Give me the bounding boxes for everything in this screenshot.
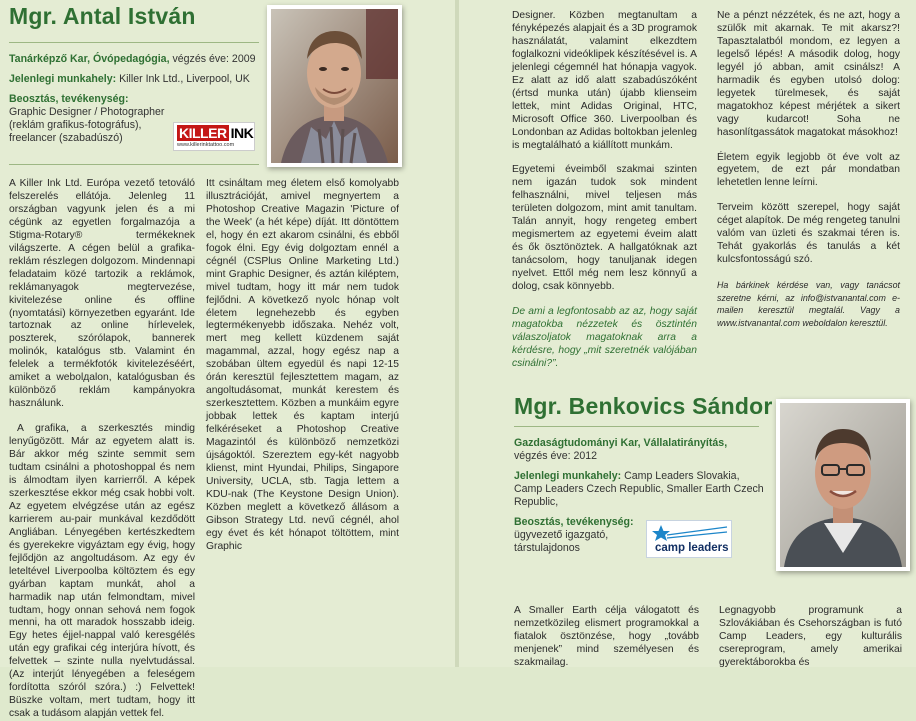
profile2-position-line-2: társtulajdonos [514,542,580,554]
profile1-col4-para-2: Életem egyik legjobb öt éve volt az egyetem, de ezt pár mondatban lehetetlen lenne leírni. [717,151,900,189]
profile1-graduation: végzés éve: 2009 [169,53,256,65]
profile1-faculty: Tanárképző Kar, Óvópedagógia, [9,53,170,65]
profile1-position-label: Beosztás, tevékenység: [9,93,129,105]
profile1-column-4 [717,10,900,329]
right-page [459,0,916,667]
profile1-workplace-line [9,73,274,86]
profile1-col3-para-2: Egyetemi éveimből szakmai szinten nem igazán tudok sok mindent felhasználni, mivel teljesen más területen dolgozom, mint amit tanultam. Talán annyit, hogy rengeteg embert megismertem az egyetemi éveim alatt és ők ösztönöztek. A hallgatóknak azt tanácsolom, hogy tanuljanak idegen nyelvet. Ettől még nem lesz könnyű a dolog, csak könnyebb. [512,164,697,293]
profile2-portrait-image [780,403,906,567]
profile2-photo [776,399,910,571]
left-page [0,0,455,720]
profile1-column-3 [512,10,697,371]
profile1-rule-bottom [9,164,259,165]
profile2-col1-para-1: A Smaller Earth célja válogatott és nemzetközileg elismert programokkal a fiatalok ösztönzése, hogy „tovább menjenek” mind személyesen és szakmailag. [514,605,699,668]
camp-leaders-logo [646,520,732,558]
profile1-position-line-2: (reklám grafikus-fotográfus), [9,119,142,131]
profile2-column-2 [719,605,902,670]
profile1-col3-para-1: Designer. Közben megtanultam a fényképezés alapjait és a 3D programok használatát, valamint elkezdtem foglalkozni videóklipek készítésével is. A jelenlegi cégemnél hat hónapja vagyok. Ez alatt az idő alatt szabadúszóként (értsd munka után) újabb klienseim lettek, mint Adidas Original, HTC, Microsoft Office 360. Liverpoolban és Londonban az Adidas boltokban jelenleg is megtalálható a kiállított munkám. [512,10,697,151]
camp-leaders-logo-text: camp leaders [655,542,729,554]
profile1-position-line-3: freelancer (szabadúszó) [9,132,123,144]
killer-ink-logo: KILLER INK www.killerinktattoo.com [173,122,255,151]
profile1-name: Mgr. Antal István [9,3,196,29]
profile1-portrait-image [271,9,398,163]
profile1-col2-para-1: Itt csináltam meg életem első komolyabb illusztrációját, amivel megnyertem a Photoshop Creative Magazin 'Picture of the Week' (a hét képe) díját. Itt döntöttem el, hogy én ezt akarom csinálni, és ebből fogok élni. Egy évig dolgoztam ennél a cégnél (CSPlus Online Marketing Ltd.) mint Graphic Designer, és aztán kiléptem, mivel tudtam, hogy itt már nem tudok fejlődni. A következő nyolc hónap volt életem legnehezebb és egyben legtermékenyebb időszaka. Nehéz volt, mert meg kellett küzdenem saját magammal, azzal, hogy egész nap a szobában ültem egyedül és napi 12-15 órán keresztül fejlesztettem magam, az angoltudásomat, munkát kerestem és szerkesztettem. Közben a munkáim egyre jobbak lettek és kaptam interjú felkéréseket a Photoshop Creative Magazintól és különböző nemzetközi újságoktól. Szereztem egy-két nagyobb klienst, mint Hyundai, Philips, Singapore University, UCLA, stb. Tagja lettem a KDU-nak (The Keystone Design Union). Közben meglett a következő állásom a Gibson Strategy Ltd. nevű cégnél, ahol egy évet és két hónapot töltöttem, mint Graphic [206,178,399,552]
profile1-col1-para-2: A grafika, a szerkesztés mindig lenyűgözött. Már az egyetem alatt is. Bár akkor még szinte semmit sem tudtam csinálni a photoshoppal és nem is álmodtam ilyen karrierről. A képek szerkesztése ekkor még csak hobbi volt. Az egyetem elvégzése után az egész karrierem au-pair munkával kezdődött Angliában. Lényegében kertészkedtem és gyerekekre vigyáztam egy évig, hogy fejlődjön az angoltudásom. Az egy év leteltével Liverpoolba költöztem és egy gyárban kaptam munkát, ahol a harmadik nap után felmondtam, mivel tudtam, hogy onnan sehová nem fogok menni, ha ott maradok hosszabb ideig. Egy hetes éjjel-nappal való keresgélés után egy grafikai cég interjúra hívott, és felvettek – szinte nulla nyelvtudással. (Az interjút lényegében a feleségem fordította szóról szóra.) :) Felvettek! Büszke voltam, mert tudtam, hogy itt csak a tudásom alapján vettek fel. [9,423,195,720]
profile1-workplace: Killer Ink Ltd., Liverpool, UK [116,73,250,85]
profile1-col4-para-1: Ne a pénzt nézzétek, és ne azt, hogy a szülők mit akarnak. Te mit akarsz?! Tapasztalatból mondom, ez legyen a legelső lépés! A második dolog, hogy legyél jó abban, amit csinálsz! A harmadik és egyben utolsó dolog: legyetek türelmesek, és saját magatokhoz képest mérjétek a sikert vagy kudarcot! Soha ne hasonlítgassátok magatokat másokhoz! [717,10,900,138]
profile1-contact-note: Ha bárkinek kérdése van, vagy tanácsot szeretne kérni, az info@istvanantal.com e-mailen keresztül megtalál. Vagy a www.istvanantal.com weboldalon keresztül. [717,280,900,328]
profile1-col3-quote: De ami a legfontosabb az az, hogy saját magatokba nézzetek és ösztintén válaszoljatok magatoknak arra a kérdésre, hogy „mit szeretnék valójában csinálni?”. [512,306,697,369]
killer-ink-url: www.killerinktattoo.com [177,142,235,148]
profile1-faculty-line [9,53,274,66]
profile2-faculty: Gazdaságtudományi Kar, Vállalatirányítás, [514,437,728,449]
profile2-workplace-line [514,470,764,509]
profile2-position-label: Beosztás, tevékenység: [514,516,634,528]
profile1-workplace-label: Jelenlegi munkahely: [9,73,117,85]
profile1-rule [9,42,259,43]
profile1-position-line-1: Graphic Designer / Photographer [9,106,165,118]
profile1-column-1 [9,178,195,721]
profile2-name: Mgr. Benkovics Sándor [514,393,773,419]
profile2-column-1 [514,605,699,670]
profile2-workplace: Camp Leaders Slovakia, Camp Leaders Czech Republic, Smaller Earth Czech Republic, [514,470,764,508]
profile1-col1-para-1: A Killer Ink Ltd. Európa vezető tetováló felszerelés ellátója. Jelenleg 11 országban vagyunk jelen és a mi cégünk az egyetlen forgalmazója a Stigma-Rotary® termékeknek világszerte. A cégen belül a grafika-reklám részlegen dolgozom. Mindennapi feladataim közé tartozik a reklámok, reklámanyagok megtervezése, kivitelezése online és offline (nyomtatási) környezetben egyaránt. Ide tartoznak az online hírlevelek, poszterek, szórólapok, bannerek molinók, katalógus stb. Valamint én felelek a termékfotók kivitelezéséért, amiket a webolдalon, katalógusban és különböző reklám kampányokra használunk. [9,178,195,410]
profile2-col2-para-1: Legnagyobb programunk a Szlovákiában és Csehországban is futó Camp Leaders, egy kulturális csereprogram, amely amerikai gyerektáborokba és [719,605,902,668]
profile1-col4-para-3: Terveim között szerepel, hogy saját céget alapítok. De még rengeteg tanulni valóm van üzleti és szakmai téren is. Tehát gyakorlás és tanulás a két kulcsfontosságú szó. [717,202,900,266]
profile2-rule [514,426,759,427]
profile2-workplace-label: Jelenlegi munkahely: [514,470,622,482]
profile1-column-2 [206,178,399,554]
profile1-photo [267,5,402,167]
profile2-position-line-1: ügyvezető igazgató, [514,529,609,541]
profile2-graduation: végzés éve: 2012 [514,450,598,462]
